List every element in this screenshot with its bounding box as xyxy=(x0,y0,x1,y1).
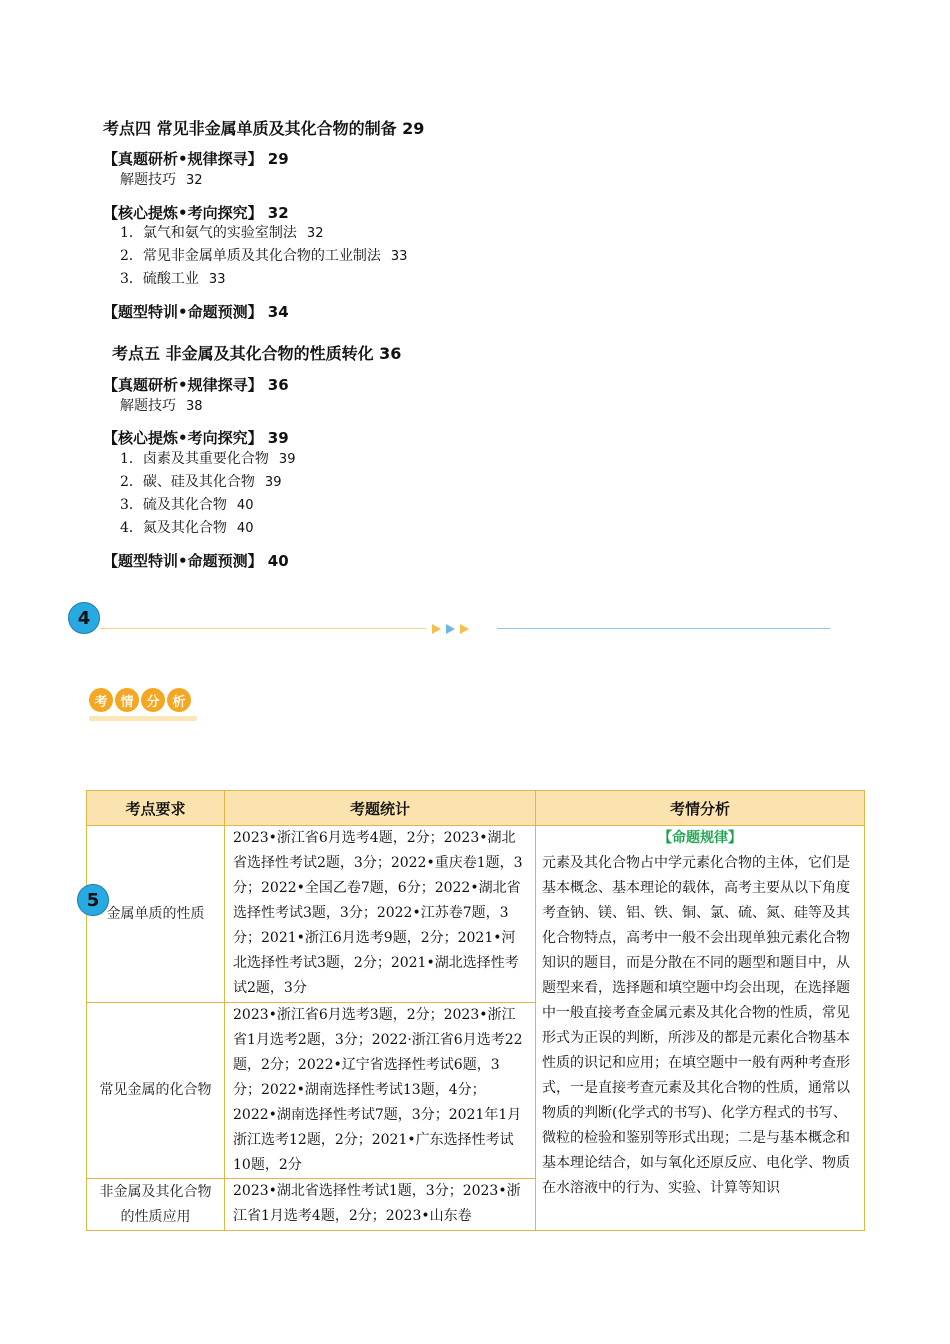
statistics-cell xyxy=(225,1179,536,1231)
section-title: 考点四 常见非金属单质及其化合物的制备 29 xyxy=(103,119,425,138)
toc-item[interactable] xyxy=(120,169,203,189)
section-title: 考点五 非金属及其化合物的性质转化 36 xyxy=(112,344,402,363)
statistics-cell: 2023•浙江省6月选考4题，2分；2023•湖北省选择性考试2题，3分；2022•重庆卷1题，3分；2022•全国乙卷7题，6分；2022•湖北省选择性考试3题，3分；2022•江苏卷7题，3分；2021•浙江6月选考9题，2分；2021•河北选择性考试3题，2分；2021•湖北选择性考试2题，3分 xyxy=(225,826,536,1003)
requirement-cell: 非金属及其化合物的性质应用 xyxy=(87,1179,225,1231)
statistics-text: 2023•湖北省选择性考试1题，3分；2023•浙江省1月选考4题，2分；2023•山东卷 xyxy=(233,1183,521,1224)
toc-item-label: 4．氮及其化合物 xyxy=(120,520,227,536)
toc-item-page: 39 xyxy=(278,452,296,467)
toc-item[interactable] xyxy=(120,494,253,514)
toc-item[interactable] xyxy=(120,471,281,491)
toc-item[interactable] xyxy=(120,448,295,468)
requirement-cell: 金属单质的性质 xyxy=(87,826,225,1003)
requirement-cell: 常见金属的化合物 xyxy=(87,1003,225,1179)
toc-item[interactable] xyxy=(120,517,253,537)
badge-char: 分 xyxy=(141,688,165,712)
toc-item-label: 解题技巧 xyxy=(120,398,176,414)
toc-item-label: 2．常见非金属单质及其化合物的工业制法 xyxy=(120,248,381,264)
badge-char: 情 xyxy=(115,688,139,712)
group-title: 【真题研析•规律探寻】 29 xyxy=(103,150,289,168)
toc-item-label: 1．氯气和氨气的实验室制法 xyxy=(120,225,297,241)
statistics-cell: 2023•浙江省6月选考3题，2分；2023•浙江省1月选考2题，3分；2022·浙江省6月选考22题，2分；2022•辽宁省选择性考试6题，3分；2022•湖南选择性考试13题，4分；2022•湖南选择性考试7题，3分；2021年1月浙江选考12题，2分；2021•广东选择性考试10题，2分 xyxy=(225,1003,536,1179)
analysis-badge xyxy=(89,688,193,712)
marker-five: 5 xyxy=(77,884,109,916)
group-title: 【核心提炼•考向探究】 32 xyxy=(103,204,289,222)
toc-item[interactable] xyxy=(120,268,225,288)
toc-item[interactable] xyxy=(120,245,407,265)
marker-four: 4 xyxy=(68,602,100,634)
group-title: 【核心提炼•考向探究】 39 xyxy=(103,429,289,447)
toc-item-page: 33 xyxy=(208,272,226,287)
toc-item-page: 40 xyxy=(236,521,254,536)
toc-item-page: 40 xyxy=(236,498,254,513)
analysis-cell xyxy=(536,826,865,1231)
divider-line-right xyxy=(497,628,830,629)
divider-line-left xyxy=(100,628,426,629)
exam-analysis-table xyxy=(86,790,865,1231)
header-analysis: 考情分析 xyxy=(536,791,865,826)
toc-item-label: 3．硫酸工业 xyxy=(120,271,199,287)
analysis-tag: 【命题规律】 xyxy=(658,830,742,846)
header-statistics: 考题统计 xyxy=(225,791,536,826)
toc-item-page: 33 xyxy=(390,249,408,264)
toc-item-page: 32 xyxy=(306,226,324,241)
toc-item-label: 解题技巧 xyxy=(120,172,176,188)
arrow-triangles-icon xyxy=(432,623,474,635)
toc-item-label: 2．碳、硅及其化合物 xyxy=(120,474,255,490)
group-title: 【题型特训•命题预测】 34 xyxy=(103,303,289,321)
toc-item-page: 38 xyxy=(186,399,203,414)
analysis-text: 元素及其化合物占中学元素化合物的主体，它们是基本概念、基本理论的载体，高考主要从以下角度考查钠、镁、铝、铁、铜、氯、硫、氮、硅等及其化合物特点，高考中一般不会出现单独元素化合物知识的题目，而是分散在不同的题型和题目中，从题型来看，选择题和填空题中均会出现，在选择题中一般直接考查金属元素及其化合物的性质，常见形式为正误的判断，所涉及的都是元素化合物基本性质的识记和应用；在填空题中一般有两种考查形式，一是直接考查元素及其化合物的性质，通常以物质的判断(化学式的书写)、化学方程式的书写、微粒的检验和鉴别等形式出现；二是与基本概念和基本理论结合，如与氧化还原反应、电化学、物质在水溶液中的行为、实验、计算等知识 xyxy=(542,855,850,1196)
toc-item-label: 1．卤素及其重要化合物 xyxy=(120,451,269,467)
table-row xyxy=(87,826,865,1003)
badge-char: 考 xyxy=(89,688,113,712)
badge-char: 析 xyxy=(167,688,191,712)
group-title: 【真题研析•规律探寻】 36 xyxy=(103,376,289,394)
badge-underline xyxy=(89,716,197,721)
toc-item[interactable] xyxy=(120,222,323,242)
toc-item-page: 32 xyxy=(186,173,203,188)
toc-item-page: 39 xyxy=(264,475,282,490)
toc-item[interactable] xyxy=(120,395,203,415)
group-title: 【题型特训•命题预测】 40 xyxy=(103,552,289,570)
header-requirement: 考点要求 xyxy=(87,791,225,826)
toc-item-label: 3．硫及其化合物 xyxy=(120,497,227,513)
